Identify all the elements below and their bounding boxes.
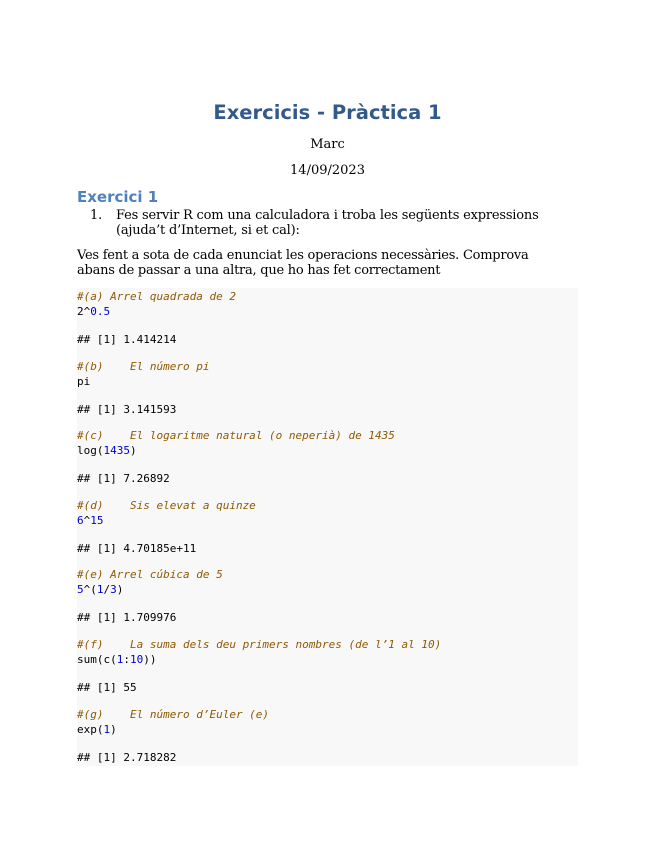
code-comment: #(d) Sis elevat a quinze — [77, 498, 256, 512]
paragraph-line2: abans de passar a una altra, que ho has fet correctament — [77, 263, 441, 278]
code-number-literal: 6 — [77, 513, 84, 527]
code-number-literal: 3 — [110, 583, 117, 597]
code-token: ) — [110, 722, 117, 736]
list-item-number: 1. — [90, 208, 103, 223]
code-token: sum(c( — [77, 653, 117, 666]
code-number-literal: 10 — [130, 653, 144, 666]
code-number-literal: 15 — [90, 513, 104, 527]
list-item-text-line1: Fes servir R com una calculadora i troba les següents expressions — [116, 208, 539, 223]
code-comment: #(f) La suma dels deu primers nombres (de l’1 al 10) — [77, 638, 442, 651]
instruction-paragraph — [77, 248, 578, 278]
code-line — [77, 444, 137, 458]
code-number-literal: 1 — [96, 583, 104, 597]
code-comment: #(e) Arrel cúbica de 5 — [77, 568, 223, 582]
code-number-literal: 5 — [77, 583, 84, 597]
code-comment: #(a) Arrel quadrada de 2 — [77, 290, 236, 303]
list-item — [77, 208, 578, 238]
code-number-literal: 0.5 — [90, 305, 111, 318]
code-comment: #(g) El número d’Euler (e) — [77, 707, 270, 721]
code-token: : — [123, 653, 130, 666]
document-author: Marc — [310, 137, 345, 152]
code-comment: #(c) El logaritme natural (o neperià) de 1435 — [77, 429, 395, 443]
code-line — [77, 514, 104, 528]
code-output: ## [1] 55 — [77, 681, 137, 694]
code-token: ) — [130, 444, 137, 458]
document-date: 14/09/2023 — [290, 163, 365, 178]
code-line — [77, 583, 123, 597]
code-token: ) — [116, 583, 124, 597]
code-line — [77, 375, 90, 389]
code-comment: #(b) El número pi — [77, 359, 210, 373]
code-token: / — [103, 583, 111, 597]
paragraph-line1: Ves fent a sota de cada enunciat les operacions necessàries. Comprova — [77, 248, 529, 263]
code-line — [77, 653, 157, 667]
code-token: exp( — [77, 722, 104, 736]
list-item-text-line2: (ajuda’t d’Internet, si et cal): — [116, 223, 300, 238]
code-output: ## [1] 7.26892 — [77, 472, 170, 486]
code-token: pi — [77, 374, 91, 388]
code-token: ^( — [83, 583, 97, 597]
code-output: ## [1] 1.709976 — [77, 611, 177, 625]
code-output: ## [1] 2.718282 — [77, 750, 177, 764]
code-token: log( — [77, 444, 104, 458]
code-number-literal: 1 — [103, 722, 111, 736]
code-token: ^ — [83, 513, 91, 527]
code-token: 2^ — [77, 305, 91, 318]
code-output: ## [1] 3.141593 — [77, 402, 177, 416]
code-token: )) — [143, 653, 157, 666]
code-line — [77, 305, 110, 319]
code-chunk-area — [77, 288, 578, 766]
document-title: Exercicis - Pràctica 1 — [213, 101, 442, 124]
code-output: ## [1] 1.414214 — [77, 333, 177, 346]
code-output: ## [1] 4.70185e+11 — [77, 541, 197, 555]
code-line — [77, 723, 117, 737]
section-heading: Exercici 1 — [77, 188, 159, 206]
exercise-list — [77, 208, 578, 238]
code-number-literal: 1435 — [103, 444, 130, 458]
code-number-literal: 1 — [116, 653, 124, 666]
